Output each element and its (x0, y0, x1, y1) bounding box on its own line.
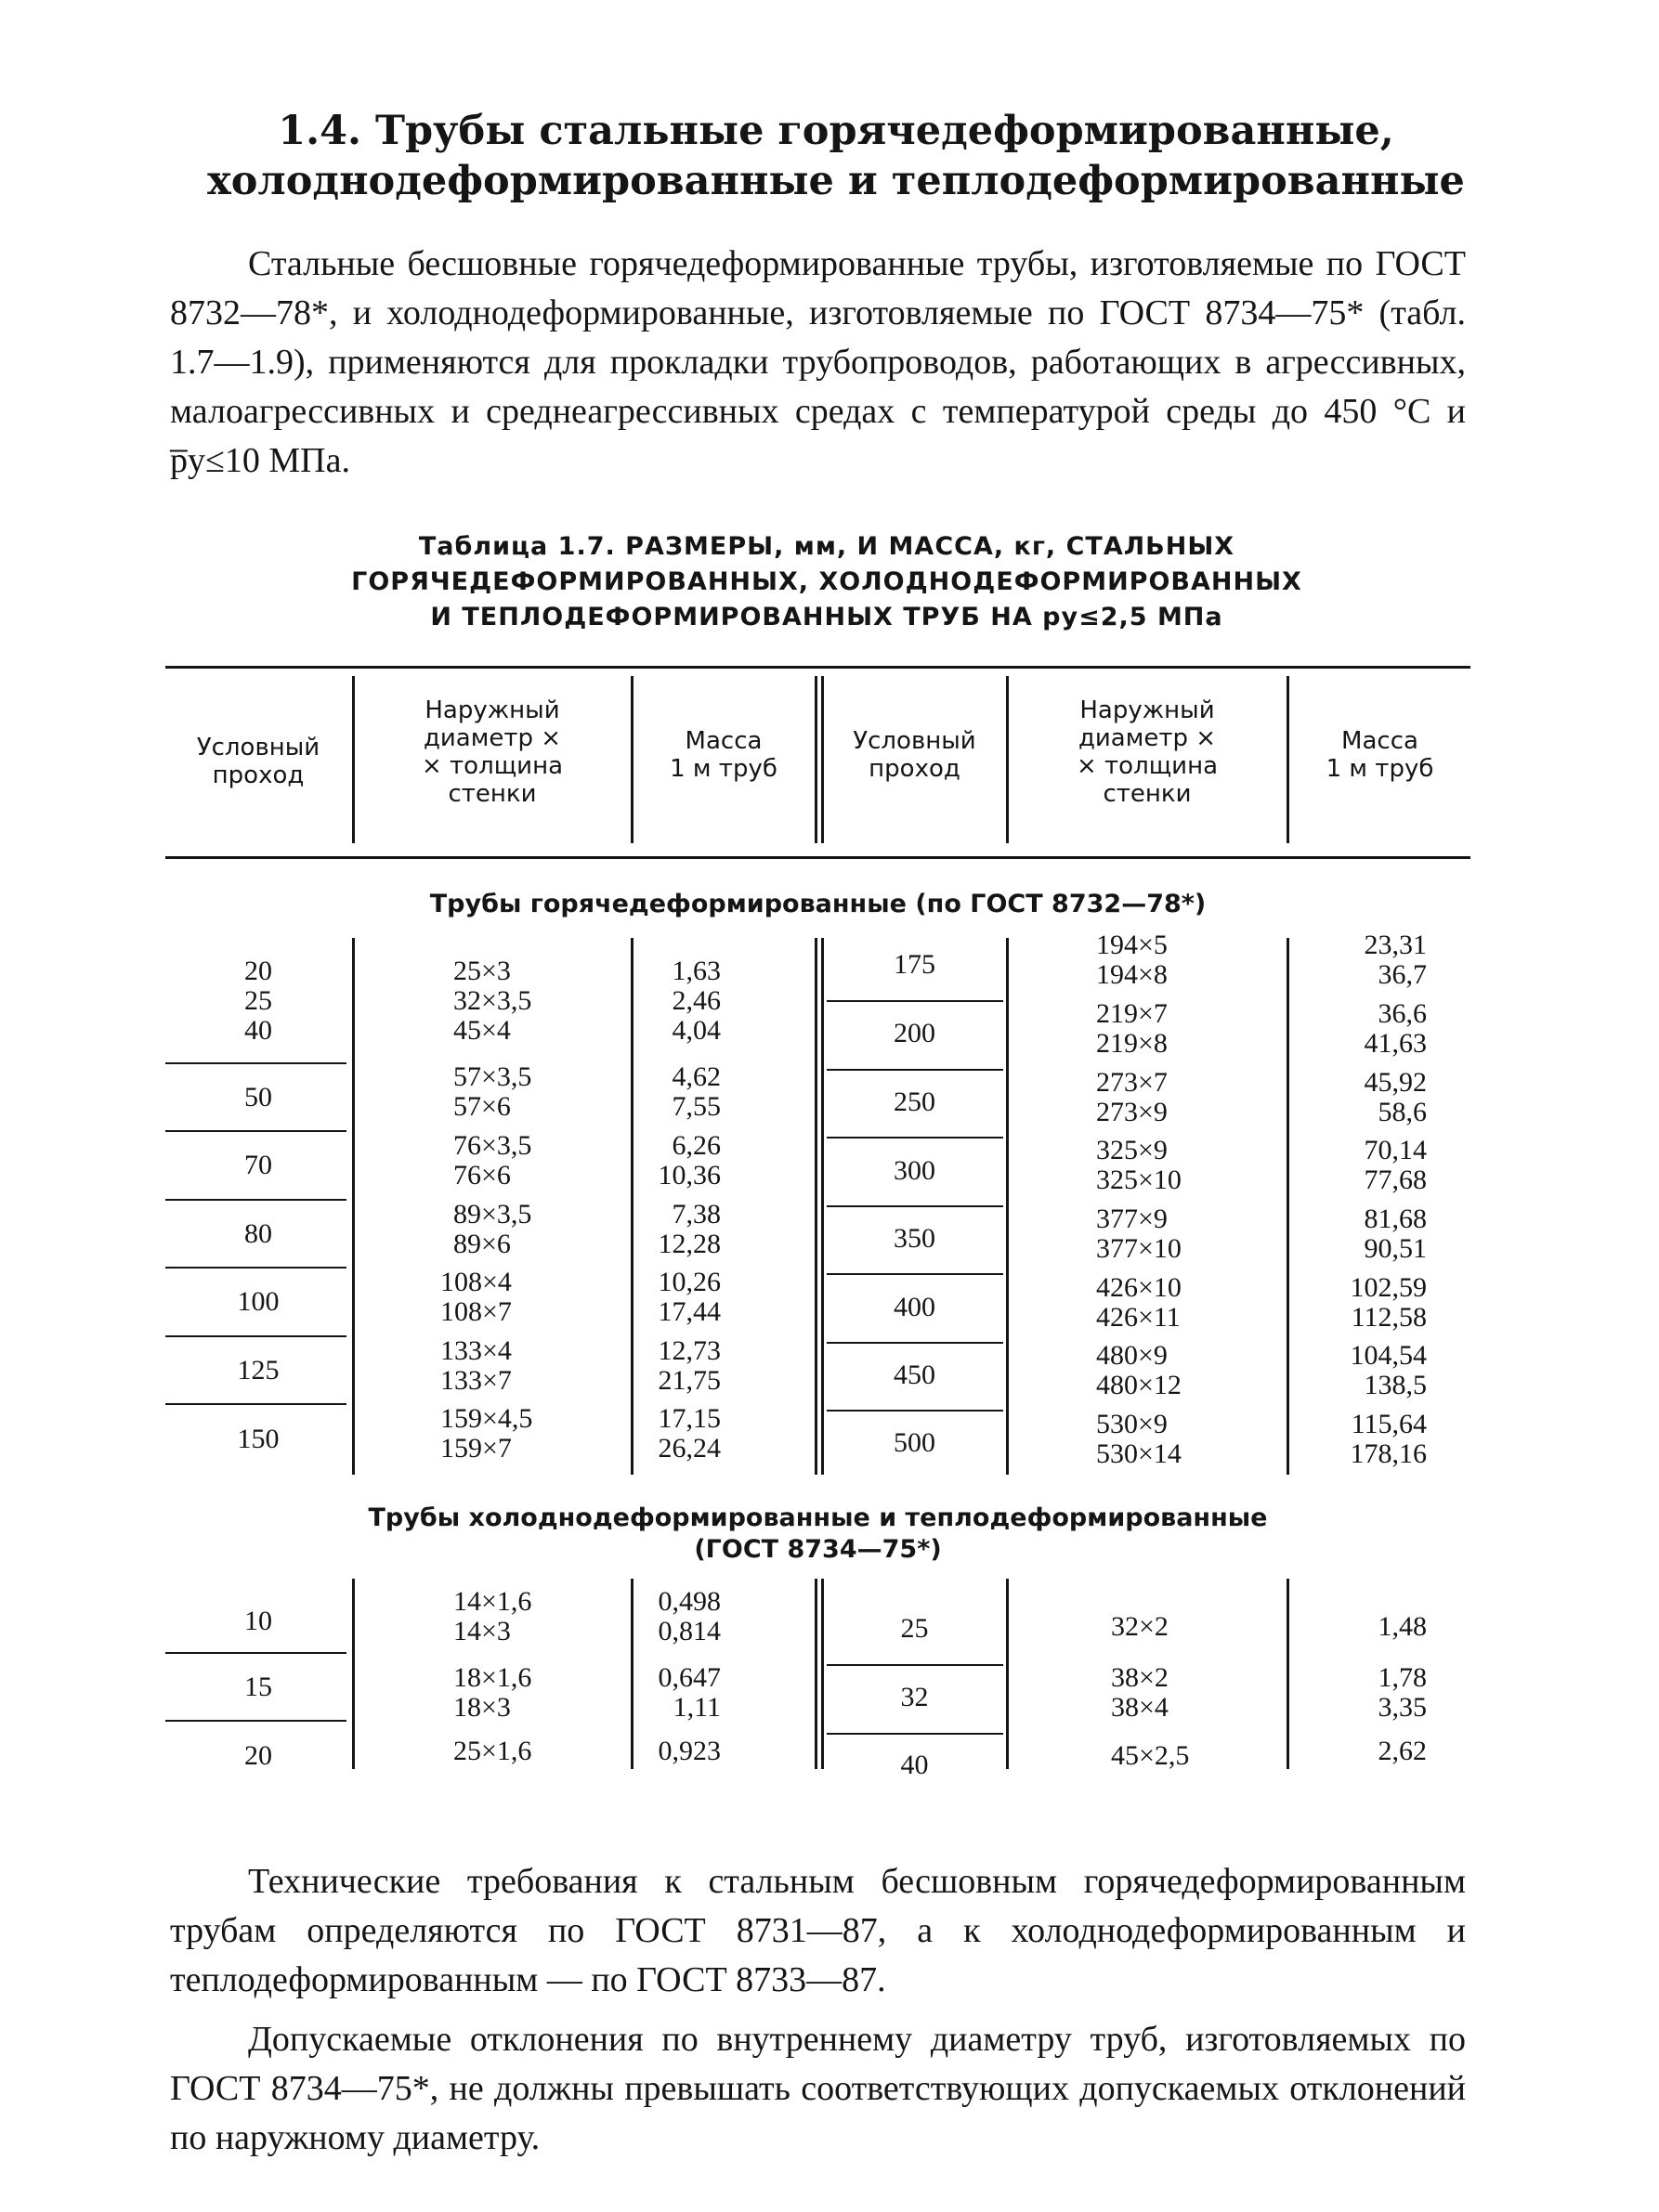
cell-size: 426×11 (1096, 1302, 1181, 1333)
cell-size: 159×7 (440, 1433, 512, 1464)
group-separator (827, 1342, 1003, 1344)
cell-size: 45×2,5 (1111, 1740, 1190, 1771)
table-caption-line-2: ГОРЯЧЕДЕФОРМИРОВАННЫХ, ХОЛОДНОДЕФОРМИРОВАННЫХ (351, 567, 1302, 596)
cell-mass: 0,498 (658, 1586, 721, 1617)
cell-size: 32×2 (1111, 1611, 1169, 1642)
cell-mass: 45,92 (1364, 1067, 1427, 1098)
cell-mass: 102,59 (1350, 1272, 1427, 1303)
group-separator (165, 1267, 346, 1269)
group-separator (165, 1652, 346, 1654)
cell-size: 530×14 (1096, 1438, 1182, 1469)
cell-size: 76×3,5 (453, 1130, 532, 1161)
header-text: Условный (853, 727, 976, 755)
group-separator (827, 1205, 1003, 1207)
cell-mass: 41,63 (1364, 1028, 1427, 1059)
header-outer-diameter (355, 696, 630, 808)
cell-mass: 1,78 (1378, 1662, 1427, 1693)
group-separator (165, 1720, 346, 1722)
section-title-cold-line-1: Трубы холоднодеформированные и теплодеформированные (368, 1503, 1268, 1532)
table-caption-line-1: Таблица 1.7. РАЗМЕРЫ, мм, И МАССА, кг, СТАЛЬНЫХ (418, 532, 1235, 561)
cell-mass: 23,31 (1364, 930, 1427, 960)
tolerance-text: Допускаемые отклонения по внутреннему диаметру труб, изготовляемых по ГОСТ 8734—75*, не должны превышать соответствующих допускаемых отклонений по наружному диаметру. (170, 2020, 1466, 2157)
cell-dn: 25 (244, 985, 272, 1016)
table-caption-line-3: И ТЕПЛОДЕФОРМИРОВАННЫХ ТРУБ НА pу≤2,5 МПа (430, 603, 1223, 631)
cell-mass: 26,24 (658, 1433, 721, 1464)
cell-size: 377×10 (1096, 1233, 1182, 1264)
cell-size: 426×10 (1096, 1272, 1182, 1303)
group-separator (827, 1273, 1003, 1275)
cell-dn: 20 (244, 1740, 272, 1771)
cell-dn: 15 (244, 1672, 272, 1702)
cell-size: 480×9 (1096, 1340, 1168, 1371)
cell-size: 194×5 (1096, 930, 1168, 960)
cell-size: 38×2 (1111, 1662, 1169, 1693)
cell-size: 25×3 (453, 956, 511, 986)
cell-mass: 7,38 (672, 1199, 721, 1230)
header-text: стенки (448, 780, 537, 808)
cell-size: 194×8 (1096, 959, 1168, 990)
header-divider (815, 676, 817, 843)
cell-mass: 12,28 (658, 1229, 721, 1259)
cell-size: 14×1,6 (453, 1586, 532, 1617)
group-separator (827, 1000, 1003, 1002)
cell-mass: 104,54 (1350, 1340, 1427, 1371)
cell-mass: 1,63 (672, 956, 721, 986)
header-text: Масса (1341, 727, 1418, 755)
cell-dn: 20 (244, 956, 272, 986)
cell-dn: 125 (237, 1355, 280, 1386)
cell-dn: 300 (894, 1155, 935, 1186)
column-divider (352, 1579, 355, 1769)
cell-mass: 36,7 (1378, 959, 1427, 990)
cell-dn: 80 (244, 1218, 272, 1249)
header-text: Наружный (1079, 696, 1215, 724)
cell-mass: 6,26 (672, 1130, 721, 1161)
cell-size: 38×4 (1111, 1692, 1169, 1723)
cell-dn: 25 (900, 1613, 929, 1644)
cell-dn: 250 (894, 1086, 935, 1117)
cell-size: 89×3,5 (453, 1199, 532, 1230)
header-text: проход (212, 761, 305, 789)
group-separator (827, 1069, 1003, 1071)
group-separator (827, 1664, 1003, 1666)
group-separator (165, 1335, 346, 1337)
cell-mass: 1,48 (1378, 1611, 1427, 1642)
cell-mass: 0,923 (658, 1736, 721, 1766)
intro-paragraph-text: Стальные бесшовные горячедеформированные трубы, изготовляемые по ГОСТ 8732—78*, и холоднодеформированные, изготовляемые по ГОСТ 8734—75* (табл. 1.7—1.9), применяются для прокладки трубопроводов, работающих в агрессивных, малоагрессивных и среднеагрессивных средах с температурой среды до 450 °С и p̅у≤10 МПа. (170, 244, 1466, 480)
column-divider (1006, 1579, 1009, 1769)
section-heading (158, 104, 1514, 215)
cell-mass: 70,14 (1364, 1135, 1427, 1165)
cell-dn: 32 (900, 1682, 929, 1712)
group-separator (165, 1130, 346, 1132)
column-divider (1006, 938, 1009, 1475)
cell-mass: 77,68 (1364, 1165, 1427, 1195)
header-text: диаметр × (423, 724, 562, 752)
cell-dn: 50 (244, 1082, 272, 1113)
cell-mass: 58,6 (1378, 1097, 1427, 1127)
cell-mass: 1,11 (673, 1692, 721, 1723)
cell-mass: 4,04 (672, 1015, 721, 1046)
table-header-rule (165, 856, 1470, 859)
cell-size: 159×4,5 (440, 1403, 533, 1434)
cell-dn: 40 (244, 1015, 272, 1046)
cell-mass: 10,36 (658, 1160, 721, 1191)
cell-mass: 21,75 (658, 1365, 721, 1396)
cell-size: 273×9 (1096, 1097, 1168, 1127)
section-title-cold (165, 1503, 1470, 1566)
header-text: 1 м труб (1326, 755, 1434, 783)
section-title-cold-line-2: (ГОСТ 8734—75*) (694, 1535, 942, 1564)
cell-dn: 350 (894, 1223, 935, 1254)
header-text: проход (869, 755, 960, 783)
cell-size: 273×7 (1096, 1067, 1168, 1098)
cell-mass: 138,5 (1364, 1370, 1427, 1400)
cell-dn: 150 (237, 1424, 280, 1454)
cell-size: 32×3,5 (453, 985, 532, 1016)
cell-mass: 115,64 (1351, 1409, 1427, 1439)
heading-line-2: холоднодеформированные и теплодеформированные (207, 158, 1465, 204)
header-nominal-bore (165, 734, 351, 789)
cell-dn: 175 (894, 949, 935, 980)
cell-size: 133×7 (440, 1365, 512, 1396)
group-separator (165, 1062, 346, 1064)
cell-mass: 12,73 (658, 1335, 721, 1366)
cell-mass: 3,35 (1378, 1692, 1427, 1723)
section-title-hot: Трубы горячедеформированные (по ГОСТ 8732—78*) (429, 890, 1207, 918)
cell-dn: 400 (894, 1292, 935, 1322)
header-mass (634, 727, 814, 783)
cell-size: 76×6 (453, 1160, 511, 1191)
cell-mass: 112,58 (1351, 1302, 1427, 1333)
heading-line-1: 1.4. Трубы стальные горячедеформированные, (278, 108, 1394, 154)
cell-mass: 2,46 (672, 985, 721, 1016)
tolerance-paragraph (170, 2015, 1466, 2163)
header-outer-diameter (1009, 696, 1286, 808)
cell-mass: 17,44 (658, 1296, 721, 1327)
header-text: диаметр × (1078, 724, 1217, 752)
header-mass (1289, 727, 1470, 783)
column-divider (821, 1579, 824, 1769)
table-caption (186, 529, 1468, 635)
intro-paragraph (170, 240, 1466, 486)
cell-size: 25×1,6 (453, 1736, 532, 1766)
cell-size: 57×3,5 (453, 1061, 532, 1092)
column-divider (631, 938, 634, 1475)
cell-mass: 4,62 (672, 1061, 721, 1092)
column-divider (352, 938, 355, 1475)
tech-requirements-paragraph (170, 1857, 1466, 2005)
cell-size: 57×6 (453, 1091, 511, 1122)
cell-size: 14×3 (453, 1616, 511, 1646)
cell-size: 377×9 (1096, 1204, 1168, 1234)
cell-mass: 36,6 (1378, 998, 1427, 1029)
cell-size: 325×9 (1096, 1135, 1168, 1165)
column-divider (1287, 1579, 1289, 1769)
cell-mass: 0,814 (658, 1616, 721, 1646)
cell-mass: 81,68 (1364, 1204, 1427, 1234)
header-text: Масса (685, 727, 763, 755)
cell-size: 530×9 (1096, 1409, 1168, 1439)
cell-size: 108×7 (440, 1296, 512, 1327)
column-divider (815, 1579, 817, 1769)
cell-dn: 40 (900, 1750, 929, 1780)
cell-mass: 10,26 (658, 1267, 721, 1297)
cell-mass: 2,62 (1378, 1736, 1427, 1766)
column-divider (1287, 938, 1289, 1475)
cell-size: 89×6 (453, 1229, 511, 1259)
cell-dn: 200 (894, 1018, 935, 1048)
cell-size: 219×7 (1096, 998, 1168, 1029)
group-separator (827, 1137, 1003, 1139)
cell-size: 45×4 (453, 1015, 511, 1046)
cell-size: 219×8 (1096, 1028, 1168, 1059)
column-divider (815, 938, 817, 1475)
header-nominal-bore (824, 727, 1005, 783)
header-text: стенки (1103, 780, 1192, 808)
header-text: × толщина (421, 752, 564, 780)
cell-dn: 70 (244, 1150, 272, 1180)
cell-mass: 178,16 (1350, 1438, 1427, 1469)
cell-dn: 100 (237, 1286, 280, 1317)
cell-size: 18×1,6 (453, 1662, 532, 1693)
column-divider (631, 1579, 634, 1769)
table-top-rule (165, 666, 1470, 669)
cell-size: 108×4 (440, 1267, 512, 1297)
cell-dn: 10 (244, 1606, 272, 1636)
cell-mass: 17,15 (658, 1403, 721, 1434)
header-text: 1 м труб (670, 755, 777, 783)
header-text: Наружный (425, 696, 560, 724)
header-text: × толщина (1076, 752, 1219, 780)
cell-size: 18×3 (453, 1692, 511, 1723)
cell-mass: 0,647 (658, 1662, 721, 1693)
cell-mass: 90,51 (1364, 1233, 1427, 1264)
group-separator (827, 1410, 1003, 1412)
cell-mass: 7,55 (672, 1091, 721, 1122)
cell-dn: 500 (894, 1427, 935, 1458)
group-separator (827, 1733, 1003, 1735)
group-separator (165, 1403, 346, 1405)
cell-size: 133×4 (440, 1335, 512, 1366)
group-separator (165, 1199, 346, 1201)
header-text: Условный (196, 734, 320, 761)
cell-size: 480×12 (1096, 1370, 1182, 1400)
tech-requirements-text: Технические требования к стальным бесшовным горячедеформированным трубам определяются по ГОСТ 8731—87, а к холоднодеформированным и теплодеформированным — по ГОСТ 8733—87. (170, 1862, 1466, 1999)
cell-dn: 450 (894, 1360, 935, 1390)
cell-size: 325×10 (1096, 1165, 1182, 1195)
